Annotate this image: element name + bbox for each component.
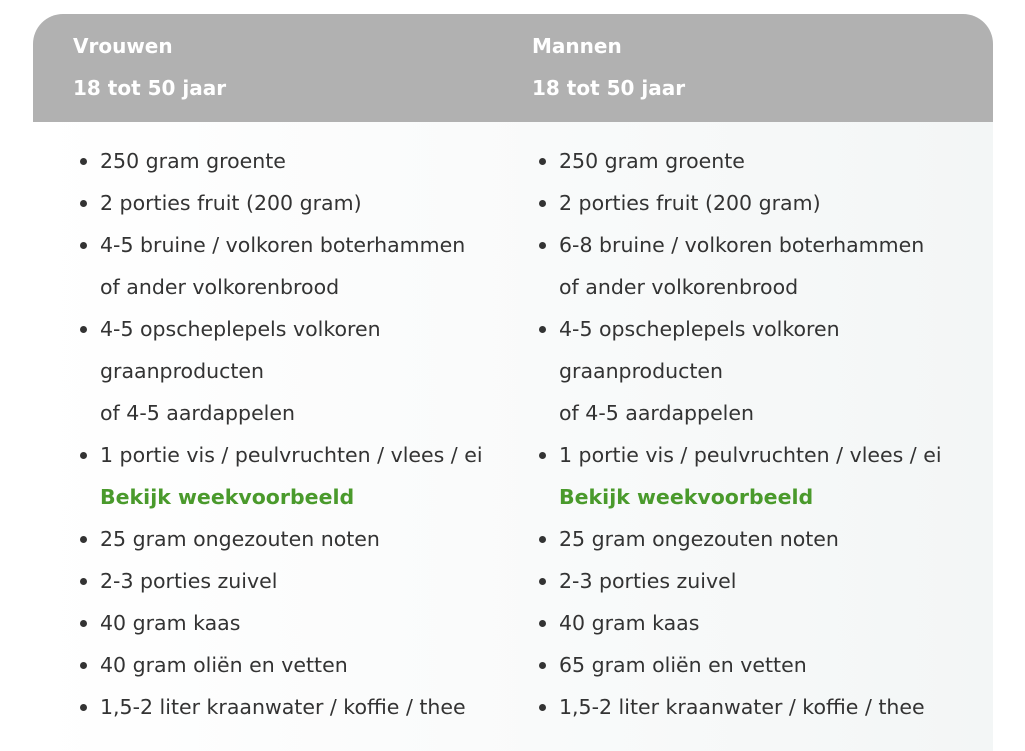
item-text: 1,5-2 liter kraanwater / koffie / thee (100, 695, 466, 719)
column-women (78, 140, 483, 728)
list-item (78, 560, 483, 602)
comparison-table (33, 14, 993, 751)
item-text: of 4-5 aardappelen (559, 401, 754, 425)
list-item (78, 224, 483, 308)
list-item (537, 182, 942, 224)
list-item (537, 686, 942, 728)
list-item (78, 518, 483, 560)
column-title: Vrouwen (73, 34, 173, 58)
item-text: 25 gram ongezouten noten (100, 527, 380, 551)
item-text: 40 gram kaas (100, 611, 241, 635)
list-item (78, 182, 483, 224)
item-text: 250 gram groente (559, 149, 745, 173)
item-text: of 4-5 aardappelen (100, 401, 295, 425)
weekvoorbeeld-link[interactable]: Bekijk weekvoorbeeld (100, 485, 355, 509)
item-text: 2 porties fruit (200 gram) (559, 191, 821, 215)
list-item (78, 602, 483, 644)
list-item (537, 602, 942, 644)
item-text: 1 portie vis / peulvruchten / vlees / ei (559, 443, 942, 467)
list-item (537, 140, 942, 182)
list-item (78, 140, 483, 182)
list-item (78, 308, 483, 434)
item-text: 2 porties fruit (200 gram) (100, 191, 362, 215)
item-text: graanproducten (559, 359, 724, 383)
list-item (537, 644, 942, 686)
weekvoorbeeld-link[interactable]: Bekijk weekvoorbeeld (559, 485, 814, 509)
list-item (537, 308, 942, 434)
column-subtitle: 18 tot 50 jaar (532, 76, 686, 100)
list-item (537, 224, 942, 308)
item-text: 2-3 porties zuivel (100, 569, 278, 593)
item-text: 250 gram groente (100, 149, 286, 173)
table-header (33, 14, 993, 122)
list-item (537, 518, 942, 560)
item-text: 2-3 porties zuivel (559, 569, 737, 593)
item-text: 4-5 bruine / volkoren boterhammen (100, 233, 466, 257)
list-item (78, 644, 483, 686)
item-text: 40 gram oliën en vetten (100, 653, 348, 677)
column-title: Mannen (532, 34, 622, 58)
item-text: 6-8 bruine / volkoren boterhammen (559, 233, 925, 257)
column-men (537, 140, 942, 728)
list-men (537, 140, 942, 728)
item-text: 4-5 opscheplepels volkoren (100, 317, 381, 341)
item-text: 1 portie vis / peulvruchten / vlees / ei (100, 443, 483, 467)
list-item (537, 560, 942, 602)
header-women (73, 33, 226, 101)
item-text: 65 gram oliën en vetten (559, 653, 807, 677)
item-text: of ander volkorenbrood (100, 275, 340, 299)
header-men (532, 33, 685, 101)
column-subtitle: 18 tot 50 jaar (73, 76, 227, 100)
list-item (78, 434, 483, 518)
item-text: 1,5-2 liter kraanwater / koffie / thee (559, 695, 925, 719)
item-text: of ander volkorenbrood (559, 275, 799, 299)
list-item (78, 686, 483, 728)
list-item (537, 434, 942, 518)
item-text: 40 gram kaas (559, 611, 700, 635)
list-women (78, 140, 483, 728)
item-text: 25 gram ongezouten noten (559, 527, 839, 551)
item-text: 4-5 opscheplepels volkoren (559, 317, 840, 341)
item-text: graanproducten (100, 359, 265, 383)
